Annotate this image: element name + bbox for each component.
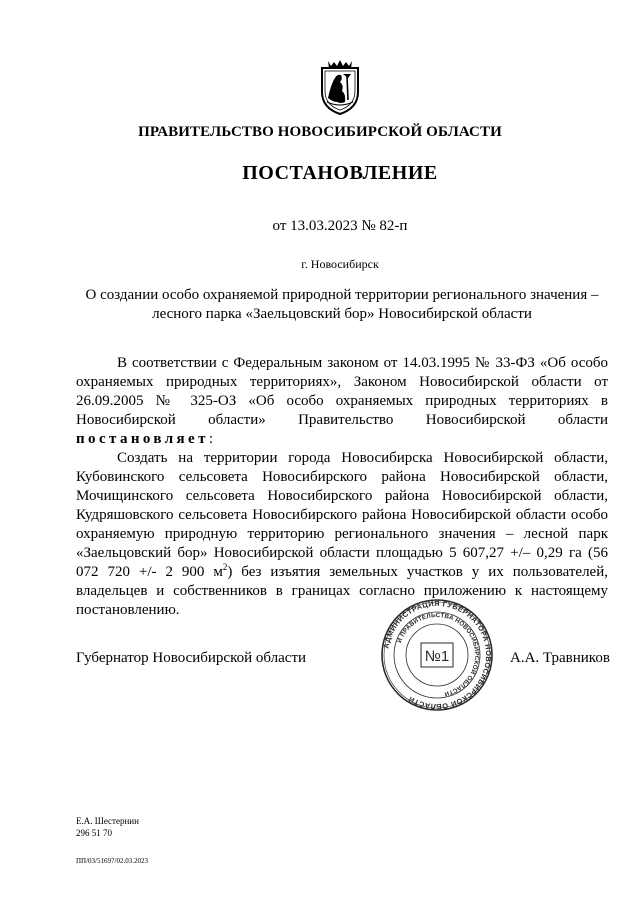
executor-name: Е.А. Шестернин [76, 816, 139, 826]
title-line: О создании особо охраняемой природной территории регионального значения – [85, 287, 599, 303]
organization-name: ПРАВИТЕЛЬСТВО НОВОСИБИРСКОЙ ОБЛАСТИ [138, 124, 502, 140]
intro-paragraph [76, 354, 608, 449]
decree-word: постановляет [76, 431, 209, 447]
signatory-position: Губернатор Новосибирской области [76, 650, 307, 666]
title-line: лесного парка «Заельцовский бор» Новосибирской области [152, 306, 532, 322]
intro-text: В соответствии с Федеральным законом от 14.03.1995 № 33-ФЗ «Об особо охраняемых природных территориях», Законом Новосибирской области от 26.09.2005 № 325-ОЗ «Об особо охраняемых природных территориях в Новосибирской области» Правительство Новосибирской области [76, 355, 608, 428]
seal-number: №1 [424, 648, 450, 665]
document-city: г. Новосибирск [301, 257, 379, 271]
document-type: ПОСТАНОВЛЕНИЕ [242, 162, 438, 184]
seal-inner-text: И ПРАВИТЕЛЬСТВА НОВОСИБИРСКОЙ ОБЛАСТИ [396, 611, 481, 698]
decree-colon: : [208, 431, 214, 447]
square-meter-superscript: 2 [222, 562, 228, 572]
document-id: ПП/03/51697/02.03.2023 [76, 857, 148, 865]
document-date-number: от 13.03.2023 № 82-п [272, 218, 408, 234]
resolution-text: Создать на территории города Новосибирска Новосибирской области, Кубовинского сельсовета Новосибирского района Новосибирской области, Мочищинского сельсовета Новосибирского района Новосибирской области, Кудряшовского сельсовета Новосибирского района Новосибирской области особо охраняемую природную территорию регионального значения – лесной парк «Заельцовский бор» Новосибирской области площадью 5 607,27 +/– 0,29 га (56 072 720 +/- 2 900 м [76, 450, 608, 580]
executor-info [76, 815, 139, 839]
resolution-text-end: ) без изъятия земельных участков у их пользователей, владельцев и собственников в границах согласно приложению к настоящему постановлению. [76, 564, 608, 618]
coat-of-arms-icon [317, 58, 363, 116]
executor-phone: 296 51 70 [76, 828, 112, 838]
document-body [76, 354, 608, 620]
official-seal-stamp [380, 598, 494, 712]
signatory-name: А.А. Травников [510, 650, 610, 666]
resolution-paragraph [76, 449, 608, 620]
seal-outer-text: АДМИНИСТРАЦИЯ ГУБЕРНАТОРА НОВОСИБИРСКОЙ ОБЛАСТИ [381, 598, 494, 712]
document-title [76, 286, 608, 324]
